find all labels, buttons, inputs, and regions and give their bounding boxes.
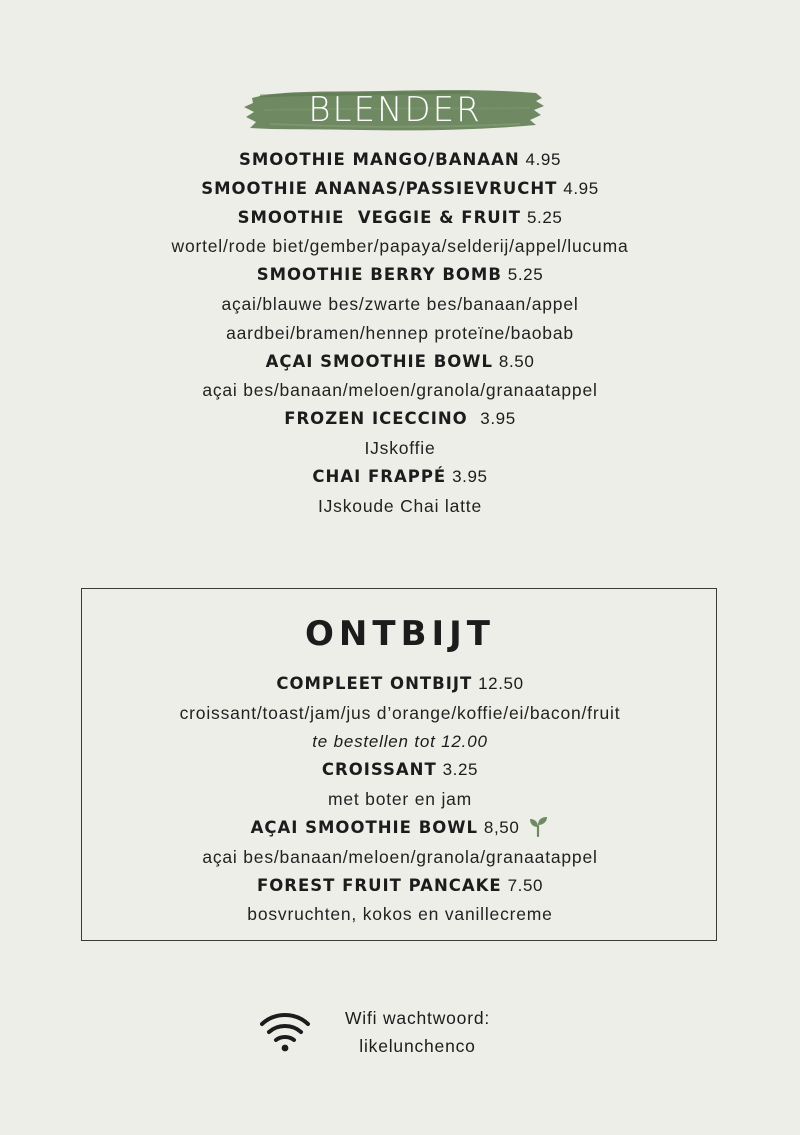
item-description: bosvruchten, kokos en vanillecreme	[247, 904, 553, 925]
item-price: 5.25	[507, 265, 544, 285]
item-price: 8.50	[498, 351, 535, 371]
ontbijt-list	[0, 670, 800, 929]
item-name: AÇAI SMOOTHIE BOWL	[265, 351, 494, 371]
menu-item	[0, 348, 800, 377]
item-price: 12.50	[478, 674, 524, 693]
item-price: 3.95	[480, 409, 516, 429]
item-description: wortel/rode biet/gember/papaya/selderij/appel/lucuma	[171, 236, 629, 257]
ontbijt-title: ONTBIJT	[305, 614, 495, 654]
item-description: açai bes/banaan/meloen/granola/granaatappel	[202, 846, 598, 867]
item-name: SMOOTHIE VEGGIE & FRUIT	[237, 207, 522, 227]
item-price: 8,50	[483, 817, 520, 837]
wifi-label: Wifi wachtwoord:	[344, 1008, 491, 1028]
menu-item	[0, 175, 800, 204]
menu-item	[0, 872, 800, 901]
item-price: 4.95	[525, 150, 562, 169]
menu-item	[0, 670, 800, 699]
item-price: 7.50	[507, 875, 544, 895]
menu-item	[0, 261, 800, 290]
item-description: IJskoffie	[364, 437, 436, 458]
item-name: SMOOTHIE MANGO/BANAAN	[238, 150, 520, 169]
item-name: SMOOTHIE BERRY BOMB	[256, 265, 502, 285]
item-price: 3.95	[452, 466, 488, 486]
menu-item	[0, 405, 800, 434]
menu-item	[0, 204, 800, 233]
blender-title: BLENDER	[308, 90, 482, 130]
item-description: IJskoude Chai latte	[317, 495, 483, 516]
item-description: açai bes/banaan/meloen/granola/granaatappel	[202, 380, 598, 401]
menu-item	[0, 756, 800, 785]
menu-item	[0, 814, 800, 843]
blender-header	[240, 84, 550, 136]
wifi-info	[325, 1004, 510, 1060]
item-description: met boter en jam	[327, 789, 473, 810]
item-name: SMOOTHIE ANANAS/PASSIEVRUCHT	[201, 178, 558, 198]
menu-item	[0, 146, 800, 175]
item-description: croissant/toast/jam/jus d’orange/koffie/ei/bacon/fruit	[179, 702, 621, 723]
item-name: FOREST FRUIT PANCAKE	[256, 875, 502, 895]
item-name: CROISSANT	[321, 760, 437, 780]
item-note: te bestellen tot 12.00	[312, 731, 488, 751]
item-price: 3.25	[442, 760, 479, 780]
item-description: aardbei/bramen/hennep proteïne/baobab	[226, 322, 574, 343]
item-price: 4.95	[563, 178, 599, 198]
item-name: FROZEN ICECCINO	[284, 409, 475, 429]
blender-list	[0, 146, 800, 520]
item-price: 5.25	[526, 207, 563, 227]
wifi-icon	[259, 1010, 311, 1054]
item-name: CHAI FRAPPÉ	[312, 466, 447, 486]
menu-item	[0, 463, 800, 492]
item-name: AÇAI SMOOTHIE BOWL	[250, 817, 479, 837]
sprout-icon	[527, 815, 549, 837]
item-name: COMPLEET ONTBIJT	[276, 674, 473, 693]
item-description: açai/blauwe bes/zwarte bes/banaan/appel	[221, 293, 579, 314]
wifi-password: likelunchenco	[359, 1036, 476, 1056]
